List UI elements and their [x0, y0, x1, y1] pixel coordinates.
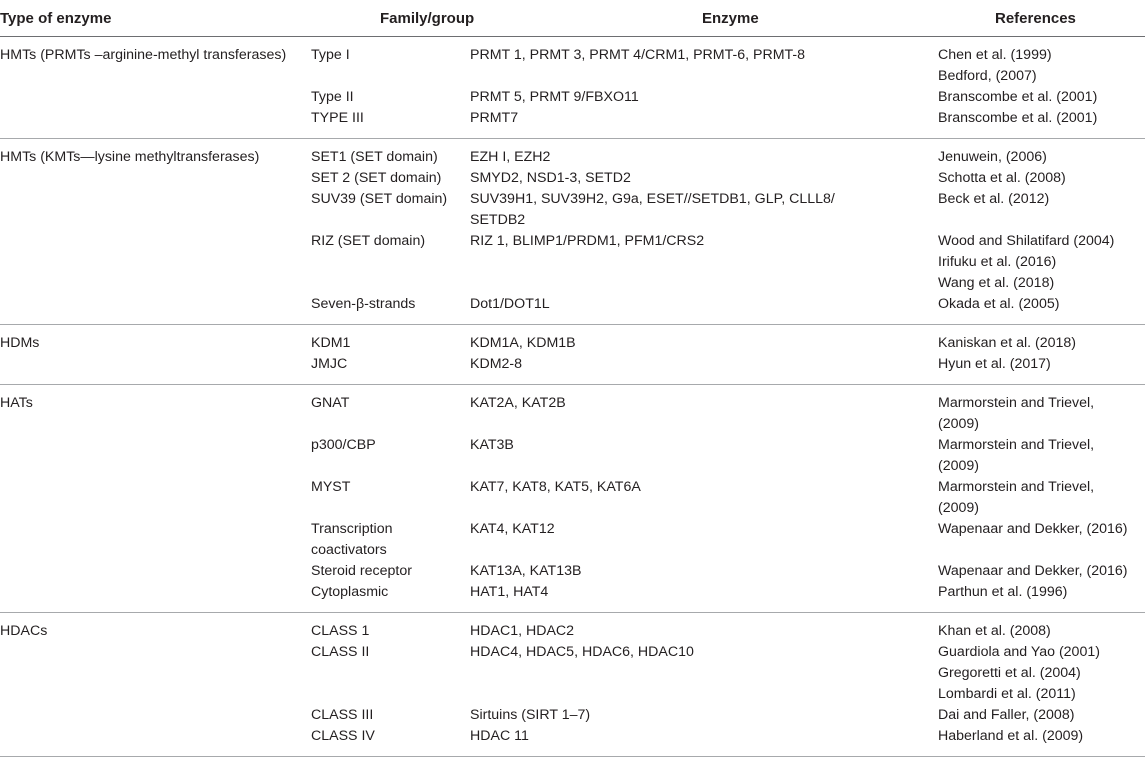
type-of-enzyme-cell [0, 477, 311, 519]
header-references: References [938, 0, 1145, 37]
family-group-cell: SET 2 (SET domain) [311, 170, 442, 186]
references-cell: Kaniskan et al. (2018) [938, 335, 1077, 351]
enzyme-cell: KDM1A, KDM1B [470, 335, 576, 351]
family-group-cell: JMJC [311, 356, 348, 372]
table-row [0, 87, 1145, 108]
table-row [0, 393, 1145, 435]
references-cell: Marmorstein and Trievel, (2009) [938, 395, 1095, 432]
references-cell: Chen et al. (1999) Bedford, (2007) [938, 47, 1052, 84]
table-row [0, 435, 1145, 477]
table-row [0, 108, 1145, 129]
references-cell: Wapenaar and Dekker, (2016) [938, 521, 1128, 537]
table-group [0, 613, 1145, 757]
type-of-enzyme-cell: HDACs [0, 623, 48, 639]
enzyme-cell: KDM2-8 [470, 356, 523, 372]
type-of-enzyme-cell [0, 168, 311, 189]
family-group-cell: RIZ (SET domain) [311, 233, 426, 249]
type-of-enzyme-cell [0, 354, 311, 375]
type-of-enzyme-cell: HATs [0, 395, 33, 411]
enzyme-cell: PRMT 1, PRMT 3, PRMT 4/CRM1, PRMT-6, PRMT-8 [470, 47, 806, 63]
table-row [0, 519, 1145, 561]
table-row [0, 333, 1145, 354]
references-cell: Branscombe et al. (2001) [938, 89, 1098, 105]
references-cell: Marmorstein and Trievel, (2009) [938, 437, 1095, 474]
enzyme-cell: PRMT 5, PRMT 9/FBXO11 [470, 89, 639, 105]
enzyme-cell: SUV39H1, SUV39H2, G9a, ESET//SETDB1, GLP, CLLL8/ SETDB2 [470, 191, 835, 228]
header-family-group: Family/group [311, 0, 470, 37]
enzyme-cell: HAT1, HAT4 [470, 584, 549, 600]
table-group [0, 37, 1145, 139]
table-group [0, 325, 1145, 385]
family-group-cell: Steroid receptor [311, 563, 412, 579]
type-of-enzyme-cell [0, 231, 311, 294]
type-of-enzyme-cell [0, 435, 311, 477]
family-group-cell: TYPE III [311, 110, 364, 126]
type-of-enzyme-cell: HDMs [0, 335, 40, 351]
enzyme-cell: Dot1/DOT1L [470, 296, 550, 312]
enzyme-cell: HDAC 11 [470, 728, 529, 744]
type-of-enzyme-cell [0, 108, 311, 129]
type-of-enzyme-cell [0, 642, 311, 705]
type-of-enzyme-cell [0, 561, 311, 582]
enzyme-cell: KAT4, KAT12 [470, 521, 555, 537]
table-row [0, 147, 1145, 168]
table-row [0, 294, 1145, 315]
type-of-enzyme-cell [0, 726, 311, 747]
family-group-cell: Transcription coactivators [311, 521, 393, 558]
references-cell: Parthun et al. (1996) [938, 584, 1068, 600]
family-group-cell: p300/CBP [311, 437, 376, 453]
enzyme-cell: KAT13A, KAT13B [470, 563, 582, 579]
references-cell: Beck et al. (2012) [938, 191, 1050, 207]
table-row [0, 642, 1145, 705]
enzyme-cell: Sirtuins (SIRT 1–7) [470, 707, 591, 723]
table-row [0, 168, 1145, 189]
family-group-cell: Type I [311, 47, 350, 63]
family-group-cell: CLASS 1 [311, 623, 370, 639]
family-group-cell: SET1 (SET domain) [311, 149, 438, 165]
family-group-cell: Seven-β-strands [311, 296, 416, 312]
table-row [0, 477, 1145, 519]
references-cell: Schotta et al. (2008) [938, 170, 1066, 186]
type-of-enzyme-cell [0, 87, 311, 108]
references-cell: Branscombe et al. (2001) [938, 110, 1098, 126]
table-row [0, 582, 1145, 603]
references-cell: Guardiola and Yao (2001) Gregoretti et al. (2004) Lombardi et al. (2011) [938, 644, 1100, 702]
family-group-cell: KDM1 [311, 335, 351, 351]
type-of-enzyme-cell [0, 189, 311, 231]
type-of-enzyme-cell [0, 294, 311, 315]
enzyme-cell: KAT2A, KAT2B [470, 395, 566, 411]
enzyme-cell: HDAC1, HDAC2 [470, 623, 575, 639]
enzyme-cell: HDAC4, HDAC5, HDAC6, HDAC10 [470, 644, 694, 660]
references-cell: Dai and Faller, (2008) [938, 707, 1075, 723]
references-cell: Haberland et al. (2009) [938, 728, 1084, 744]
table-row [0, 561, 1145, 582]
family-group-cell: GNAT [311, 395, 350, 411]
family-group-cell: MYST [311, 479, 351, 495]
family-group-cell: CLASS III [311, 707, 374, 723]
table-row [0, 705, 1145, 726]
header-type-of-enzyme: Type of enzyme [0, 0, 311, 37]
type-of-enzyme-cell [0, 582, 311, 603]
references-cell: Wapenaar and Dekker, (2016) [938, 563, 1128, 579]
enzyme-cell: PRMT7 [470, 110, 519, 126]
table-row [0, 354, 1145, 375]
family-group-cell: Cytoplasmic [311, 584, 389, 600]
table-header [0, 0, 1145, 37]
enzyme-cell: KAT3B [470, 437, 514, 453]
references-cell: Hyun et al. (2017) [938, 356, 1051, 372]
references-cell: Wood and Shilatifard (2004) Irifuku et al. (2016) Wang et al. (2018) [938, 233, 1115, 291]
enzyme-cell: SMYD2, NSD1-3, SETD2 [470, 170, 631, 186]
references-cell: Jenuwein, (2006) [938, 149, 1047, 165]
table-group [0, 385, 1145, 613]
header-enzyme: Enzyme [470, 0, 938, 37]
type-of-enzyme-cell [0, 705, 311, 726]
references-cell: Marmorstein and Trievel, (2009) [938, 479, 1095, 516]
table-group [0, 139, 1145, 325]
table-row [0, 189, 1145, 231]
enzyme-cell: EZH I, EZH2 [470, 149, 551, 165]
family-group-cell: CLASS IV [311, 728, 375, 744]
family-group-cell: SUV39 (SET domain) [311, 191, 448, 207]
table-row [0, 231, 1145, 294]
type-of-enzyme-cell [0, 519, 311, 561]
references-cell: Okada et al. (2005) [938, 296, 1060, 312]
family-group-cell: Type II [311, 89, 354, 105]
table-row [0, 621, 1145, 642]
family-group-cell: CLASS II [311, 644, 370, 660]
enzyme-cell: RIZ 1, BLIMP1/PRDM1, PFM1/CRS2 [470, 233, 705, 249]
enzyme-cell: KAT7, KAT8, KAT5, KAT6A [470, 479, 641, 495]
table-row [0, 45, 1145, 87]
references-cell: Khan et al. (2008) [938, 623, 1051, 639]
table-row [0, 726, 1145, 747]
type-of-enzyme-cell: HMTs (KMTs—lysine methyltransferases) [0, 149, 260, 165]
type-of-enzyme-cell: HMTs (PRMTs –arginine-methyl transferases) [0, 47, 287, 63]
